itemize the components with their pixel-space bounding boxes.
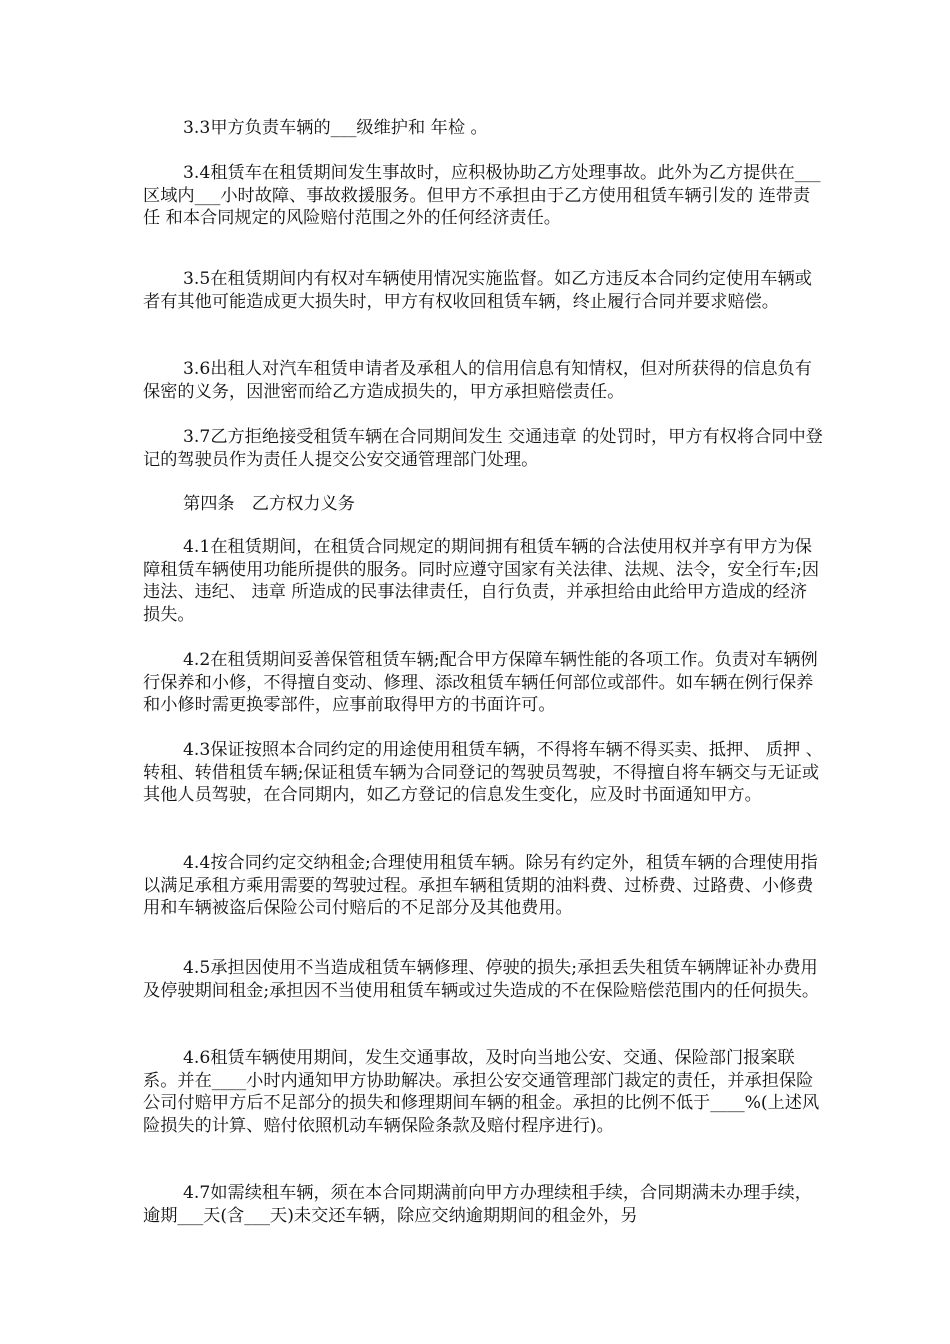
clause-4-4: 4.4按合同约定交纳租金;合理使用租赁车辆。除另有约定外，租赁车辆的合理使用指以满足承租方乘用需要的驾驶过程。承担车辆租赁期的油料费、过桥费、过路费、小修费用和车辆被盗后保险公司付赔后的不足部分及其他费用。 bbox=[143, 853, 818, 918]
clause-4-3: 4.3保证按照本合同约定的用途使用租赁车辆，不得将车辆不得买卖、抵押、 质押 、转租、转借租赁车辆;保证租赁车辆为合同登记的驾驶员驾驶，不得擅自将车辆交与无证或其他人员驾驶，在合同期内，如乙方登记的信息发生变化，应及时书面通知甲方。 bbox=[143, 740, 823, 805]
clause-3-3: 3.3甲方负责车辆的___级维护和 年检 。 bbox=[183, 118, 488, 138]
clause-3-7: 3.7乙方拒绝接受租赁车辆在合同期间发生 交通违章 的处罚时，甲方有权将合同中登记的驾驶员作为责任人提交公安交通管理部门处理。 bbox=[143, 427, 823, 470]
clause-4-6: 4.6租赁车辆使用期间，发生交通事故，及时向当地公安、交通、保险部门报案联系。并在____小时内通知甲方协助解决。承担公安交通管理部门裁定的责任，并承担保险公司付赔甲方后不足部分的损失和修理期间车辆的租金。承担的比例不低于____%(上述风险损失的计算、赔付依照机动车辆保险条款及赔付程序进行)。 bbox=[143, 1048, 820, 1136]
clause-4-5: 4.5承担因使用不当造成租赁车辆修理、停驶的损失;承担丢失租赁车辆牌证补办费用及停驶期间租金;承担因不当使用租赁车辆或过失造成的不在保险赔偿范围内的任何损失。 bbox=[143, 958, 820, 1001]
clause-4-2: 4.2在租赁期间妥善保管租赁车辆;配合甲方保障车辆性能的各项工作。负责对车辆例行保养和小修，不得擅自变动、修理、添改租赁车辆任何部位或部件。如车辆在例行保养和小修时需更换零部件，应事前取得甲方的书面许可。 bbox=[143, 650, 818, 715]
clause-4-7: 4.7如需续租车辆，须在本合同期满前向甲方办理续租手续，合同期满未办理手续，逾期___天(含___天)未交还车辆，除应交纳逾期期间的租金外，另 bbox=[143, 1183, 812, 1226]
clause-3-4: 3.4租赁车在租赁期间发生事故时，应积极协助乙方处理事故。此外为乙方提供在___区域内___小时故障、事故救援服务。但甲方不承担由于乙方使用租赁车辆引发的 连带责任 和本合同规定的风险赔付范围之外的任何经济责任。 bbox=[143, 163, 821, 228]
clause-4-1: 4.1在租赁期间，在租赁合同规定的期间拥有租赁车辆的合法使用权并享有甲方为保障租赁车辆使用功能所提供的服务。同时应遵守国家有关法律、法规、法令，安全行车;因违法、违纪、 违章 所造成的民事法律责任，自行负责，并承担给由此给甲方造成的经济损失。 bbox=[143, 537, 820, 625]
clause-3-6: 3.6出租人对汽车租赁申请者及承租人的信用信息有知情权，但对所获得的信息负有保密的义务，因泄密而给乙方造成损失的，甲方承担赔偿责任。 bbox=[143, 359, 812, 402]
clause-3-5: 3.5在租赁期间内有权对车辆使用情况实施监督。如乙方违反本合同约定使用车辆或者有其他可能造成更大损失时，甲方有权收回租赁车辆，终止履行合同并要求赔偿。 bbox=[143, 269, 812, 312]
section-heading-article-4: 第四条 乙方权力义务 bbox=[183, 494, 355, 514]
